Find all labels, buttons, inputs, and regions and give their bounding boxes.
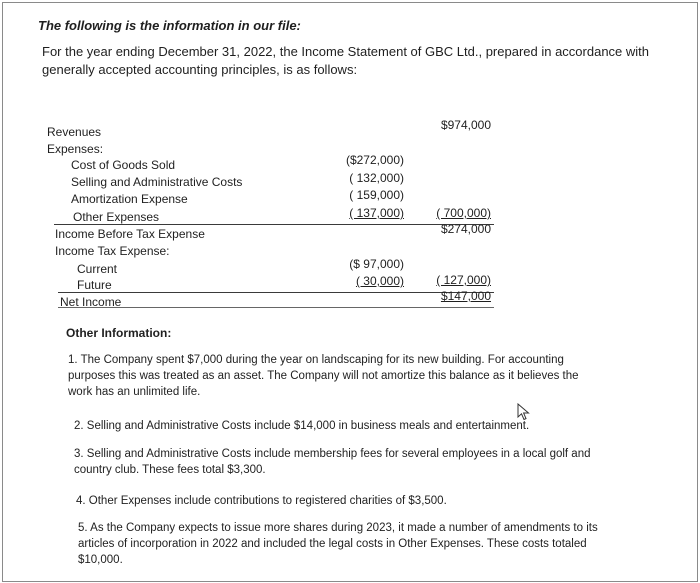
intro-paragraph: For the year ending December 31, 2022, the Income Statement of GBC Ltd., prepared in accordance with generally accepted accounting principles, is as follows:	[42, 44, 650, 77]
note-3: 3. Selling and Administrative Costs include membership fees for several employees in a local golf and country club. These fees total $3,300.	[74, 448, 591, 476]
other-information-title: Other Information:	[66, 326, 172, 340]
cogs-label: Cost of Goods Sold	[71, 158, 176, 172]
income-before-tax-value: $274,000	[440, 222, 491, 236]
total-expenses-value: ( 700,000)	[436, 206, 491, 220]
current-tax-value: ($ 97,000)	[349, 257, 404, 271]
expenses-label: Expenses:	[47, 142, 104, 156]
total-tax-value: ( 127,000)	[436, 273, 491, 287]
revenues-value: $974,000	[440, 118, 491, 132]
mouse-pointer-icon	[517, 403, 531, 426]
revenues-label: Revenues	[47, 125, 102, 139]
amortization-value: ( 159,000)	[349, 188, 404, 202]
sga-label: Selling and Administrative Costs	[71, 175, 243, 189]
income-tax-label: Income Tax Expense:	[55, 244, 170, 258]
net-income-value: $147,000	[440, 289, 491, 303]
future-tax-label: Future	[77, 278, 112, 292]
note-4: 4. Other Expenses include contributions to registered charities of $3,500.	[76, 495, 447, 507]
income-before-tax-label: Income Before Tax Expense	[55, 227, 205, 241]
amortization-label: Amortization Expense	[71, 192, 188, 206]
other-expenses-label: Other Expenses	[73, 210, 160, 224]
other-expenses-value: ( 137,000)	[349, 206, 404, 220]
net-income-label: Net Income	[60, 295, 122, 309]
net-income-rule	[58, 307, 494, 308]
sga-value: ( 132,000)	[349, 171, 404, 185]
page-heading: The following is the information in our file:	[38, 18, 301, 33]
current-tax-label: Current	[77, 262, 118, 276]
future-tax-value: ( 30,000)	[355, 274, 404, 288]
note-2: 2. Selling and Administrative Costs include $14,000 in business meals and entertainment.	[74, 420, 530, 432]
note-1: 1. The Company spent $7,000 during the year on landscaping for its new building. For accounting purposes this was treated as an asset. The Company will not amortize this balance as it believes the work has an unlimited life.	[68, 354, 579, 398]
cogs-value: ($272,000)	[345, 153, 404, 167]
note-5: 5. As the Company expects to issue more shares during 2023, it made a number of amendments to its articles of incorporation in 2022 and included the legal costs in Other Expenses. These costs totaled $10,000.	[78, 522, 598, 566]
